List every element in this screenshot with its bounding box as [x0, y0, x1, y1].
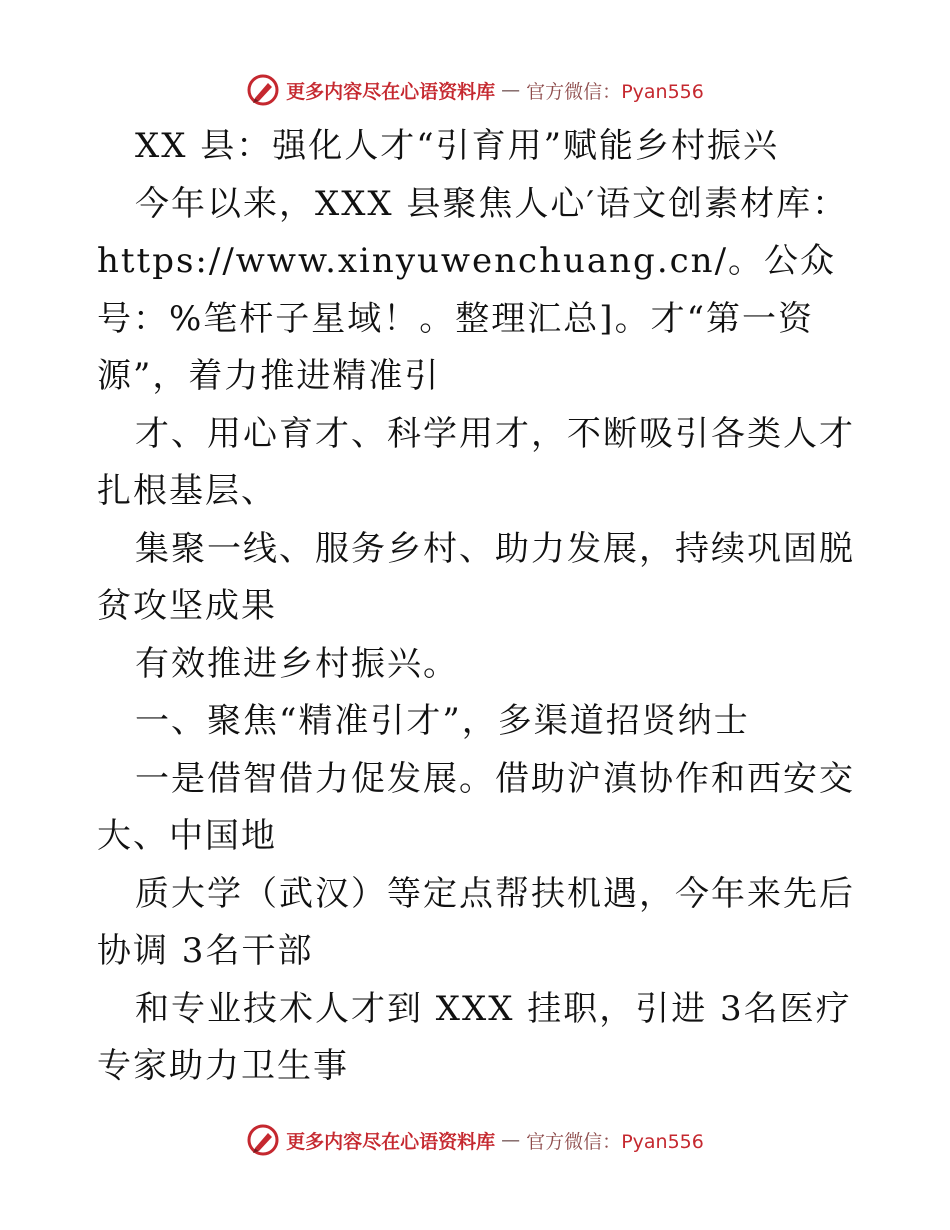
watermark-contact — [526, 77, 704, 104]
document-body — [97, 118, 857, 1096]
watermark-separator: — — [501, 1129, 521, 1151]
document-paragraph: 质大学（武汉）等定点帮扶机遇，今年来先后协调 3名干部 — [97, 873, 855, 971]
document-paragraph: 集聚一线、服务乡村、助力发展，持续巩固脱贫攻坚成果 — [97, 528, 855, 626]
document-paragraph: 一是借智借力促发展。借助沪滇协作和西安交大、中国地 — [97, 758, 855, 856]
footer-watermark — [0, 1120, 950, 1160]
watermark-separator: — — [501, 79, 521, 101]
pen-logo-icon — [246, 1123, 280, 1157]
pen-logo-icon — [246, 73, 280, 107]
watermark-contact-label: 官方微信： — [526, 80, 622, 103]
watermark-contact-account: Pyan556 — [621, 80, 704, 103]
watermark-brand: 更多内容尽在心语资料库 — [286, 1130, 496, 1153]
document-paragraph: 才、用心育才、科学用才，不断吸引各类人才扎根基层、 — [97, 413, 855, 511]
document-paragraph: 有效推进乡村振兴。 — [135, 643, 459, 684]
watermark-contact-account: Pyan556 — [621, 1130, 704, 1153]
header-watermark — [0, 70, 950, 110]
watermark-contact — [526, 1127, 704, 1154]
document-paragraph: 今年以来，XXX 县聚焦人心′语文创素材库：https://www.xinyuwenchuang.cn/。公众号：%笔杆子星域！。整理汇总]。才“第一资源”，着力推进精准引 — [97, 183, 849, 396]
watermark-brand: 更多内容尽在心语资料库 — [286, 80, 496, 103]
document-paragraph: 和专业技术人才到 XXX 挂职，引进 3名医疗专家助力卫生事 — [97, 988, 852, 1086]
document-title: XX 县：强化人才“引育用”赋能乡村振兴 — [135, 126, 779, 166]
watermark-contact-label: 官方微信： — [526, 1130, 622, 1153]
section-heading: 一、聚焦“精准引才”，多渠道招贤纳士 — [135, 701, 750, 741]
